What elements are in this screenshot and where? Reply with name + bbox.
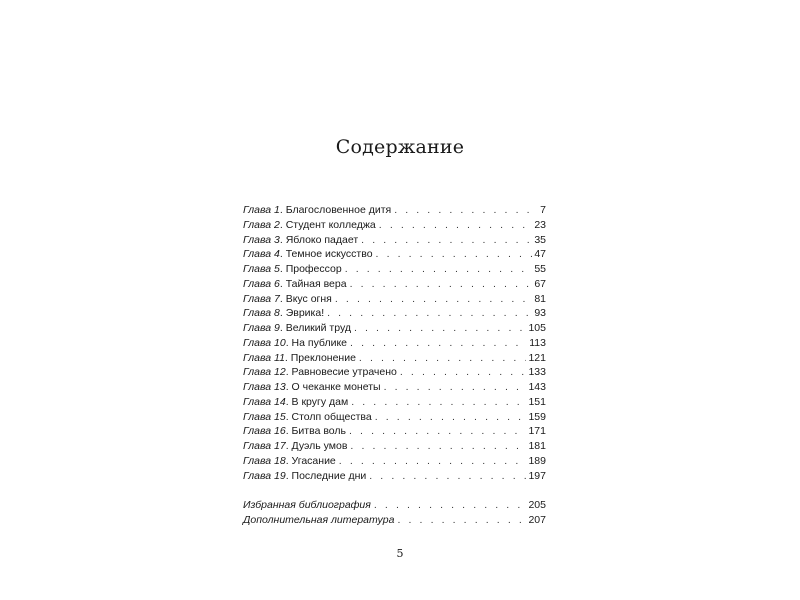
chapter-label: [243, 469, 366, 484]
chapter-entry[interactable]: [243, 247, 546, 262]
chapter-entry[interactable]: [243, 439, 546, 454]
dot-leader: [384, 380, 527, 395]
chapter-page-number: 113: [529, 336, 546, 349]
section-gap: [243, 483, 546, 498]
chapter-page-number: 81: [534, 292, 546, 305]
chapter-title: . Студент колледжа: [279, 218, 376, 231]
dot-leader: [335, 292, 532, 307]
chapter-number: Глава 7: [243, 292, 280, 305]
chapter-page-number: 151: [528, 395, 546, 408]
dot-leader: [327, 306, 532, 321]
chapter-entry[interactable]: [243, 203, 546, 218]
chapter-title: . О чеканке монеты: [285, 381, 381, 393]
chapter-entry[interactable]: [243, 218, 546, 233]
dot-leader: [361, 233, 532, 248]
chapter-page-number: 181: [528, 440, 546, 452]
appendix-entry[interactable]: [243, 513, 546, 528]
chapter-entry[interactable]: [243, 365, 546, 380]
chapter-number: Глава 3: [243, 233, 280, 246]
chapter-title: . Равновесие утрачено: [285, 366, 397, 379]
chapter-title: . Темное искусство: [279, 248, 373, 261]
chapter-label: [243, 380, 381, 395]
chapter-page-number: 55: [534, 263, 546, 275]
chapter-label: [243, 321, 351, 336]
page-number: 5: [396, 547, 404, 560]
chapter-label: [243, 454, 336, 469]
appendix-page-number: 205: [528, 499, 546, 512]
chapter-page-number: 171: [528, 425, 546, 438]
chapter-label: [243, 233, 358, 248]
chapter-number: Глава 9: [243, 322, 280, 334]
chapter-entry[interactable]: [243, 469, 546, 484]
appendix-page-number: 207: [528, 514, 546, 526]
dot-leader: [397, 513, 526, 528]
extra-list: [243, 498, 546, 528]
chapter-number: Глава 16: [243, 425, 286, 438]
dot-leader: [350, 277, 533, 292]
chapter-page-number: 23: [534, 218, 546, 231]
chapter-number: Глава 19: [243, 469, 286, 482]
chapter-entry[interactable]: [243, 351, 546, 366]
chapter-page-number: 47: [534, 248, 546, 261]
chapter-number: Глава 14: [243, 395, 286, 408]
chapter-label: [243, 336, 347, 351]
appendix-label: [243, 498, 371, 513]
dot-leader: [400, 365, 527, 380]
chapter-entry[interactable]: [243, 395, 546, 410]
chapter-number: Глава 5: [243, 263, 280, 275]
dot-leader: [350, 439, 526, 454]
chapter-label: [243, 292, 332, 307]
dot-leader: [349, 424, 526, 439]
dot-leader: [394, 203, 538, 218]
chapter-title: . Профессор: [279, 263, 342, 275]
dot-leader: [375, 410, 527, 425]
table-of-contents: [243, 203, 546, 528]
chapter-number: Глава 17: [243, 440, 286, 452]
chapter-label: [243, 218, 376, 233]
chapter-number: Глава 11: [243, 351, 285, 364]
chapter-title: . Столп общества: [285, 410, 372, 423]
chapter-label: [243, 439, 347, 454]
appendix-entry[interactable]: [243, 498, 546, 513]
chapter-title: . Битва воль: [285, 425, 346, 438]
dot-leader: [369, 469, 526, 484]
chapter-page-number: 93: [534, 307, 546, 320]
chapter-number: Глава 12: [243, 366, 286, 379]
chapter-page-number: 105: [528, 322, 546, 334]
chapter-title: . Тайная вера: [279, 277, 347, 290]
chapter-entry[interactable]: [243, 380, 546, 395]
chapter-number: Глава 10: [243, 336, 286, 349]
dot-leader: [350, 336, 527, 351]
chapter-page-number: 143: [528, 381, 546, 393]
chapter-page-number: 159: [528, 410, 546, 423]
chapter-number: Глава 4: [243, 248, 280, 261]
dot-leader: [351, 395, 526, 410]
chapter-label: [243, 424, 346, 439]
chapter-list: [243, 203, 546, 483]
chapter-label: [243, 306, 324, 321]
chapter-title: . Благословенное дитя: [279, 204, 392, 216]
chapter-entry[interactable]: [243, 336, 546, 351]
chapter-number: Глава 1: [243, 204, 280, 216]
appendix-label: [243, 513, 394, 528]
chapter-label: [243, 262, 342, 277]
dot-leader: [376, 247, 533, 262]
chapter-label: [243, 365, 397, 380]
chapter-page-number: 7: [540, 204, 546, 216]
chapter-number: Глава 18: [243, 454, 286, 467]
chapter-page-number: 133: [528, 366, 546, 379]
chapter-page-number: 67: [534, 277, 546, 290]
chapter-number: Глава 8: [243, 307, 280, 320]
appendix-title: Избранная библиография: [243, 499, 371, 512]
chapter-title: . Преклонение: [284, 351, 356, 364]
chapter-number: Глава 13: [243, 381, 286, 393]
chapter-title: . Эврика!: [279, 307, 325, 320]
chapter-title: . В кругу дам: [285, 395, 349, 408]
chapter-number: Глава 6: [243, 277, 280, 290]
chapter-label: [243, 351, 356, 366]
chapter-entry[interactable]: [243, 306, 546, 321]
chapter-entry[interactable]: [243, 277, 546, 292]
chapter-label: [243, 277, 347, 292]
chapter-page-number: 121: [528, 351, 546, 364]
chapter-entry[interactable]: [243, 410, 546, 425]
chapter-entry[interactable]: [243, 262, 546, 277]
appendix-title: Дополнительная литература: [243, 514, 395, 526]
dot-leader: [379, 218, 533, 233]
chapter-title: . Вкус огня: [279, 292, 332, 305]
chapter-title: . Великий труд: [279, 322, 351, 334]
dot-leader: [354, 321, 526, 336]
chapter-entry[interactable]: [243, 424, 546, 439]
chapter-entry[interactable]: [243, 454, 546, 469]
chapter-entry[interactable]: [243, 292, 546, 307]
chapter-label: [243, 410, 372, 425]
dot-leader: [339, 454, 527, 469]
chapter-page-number: 189: [528, 454, 546, 467]
chapter-title: . Последние дни: [285, 469, 367, 482]
chapter-page-number: 35: [534, 233, 546, 246]
chapter-label: [243, 203, 391, 218]
dot-leader: [359, 351, 527, 366]
chapter-page-number: 197: [528, 469, 546, 482]
page-title: Содержание: [335, 136, 465, 158]
chapter-title: . Яблоко падает: [279, 233, 359, 246]
chapter-label: [243, 395, 348, 410]
chapter-number: Глава 2: [243, 218, 280, 231]
chapter-entry[interactable]: [243, 233, 546, 248]
chapter-number: Глава 15: [243, 410, 286, 423]
chapter-title: . Дуэль умов: [285, 440, 348, 452]
chapter-title: . Угасание: [285, 454, 336, 467]
chapter-label: [243, 247, 373, 262]
chapter-title: . На публике: [285, 336, 348, 349]
chapter-entry[interactable]: [243, 321, 546, 336]
dot-leader: [345, 262, 533, 277]
dot-leader: [374, 498, 527, 513]
